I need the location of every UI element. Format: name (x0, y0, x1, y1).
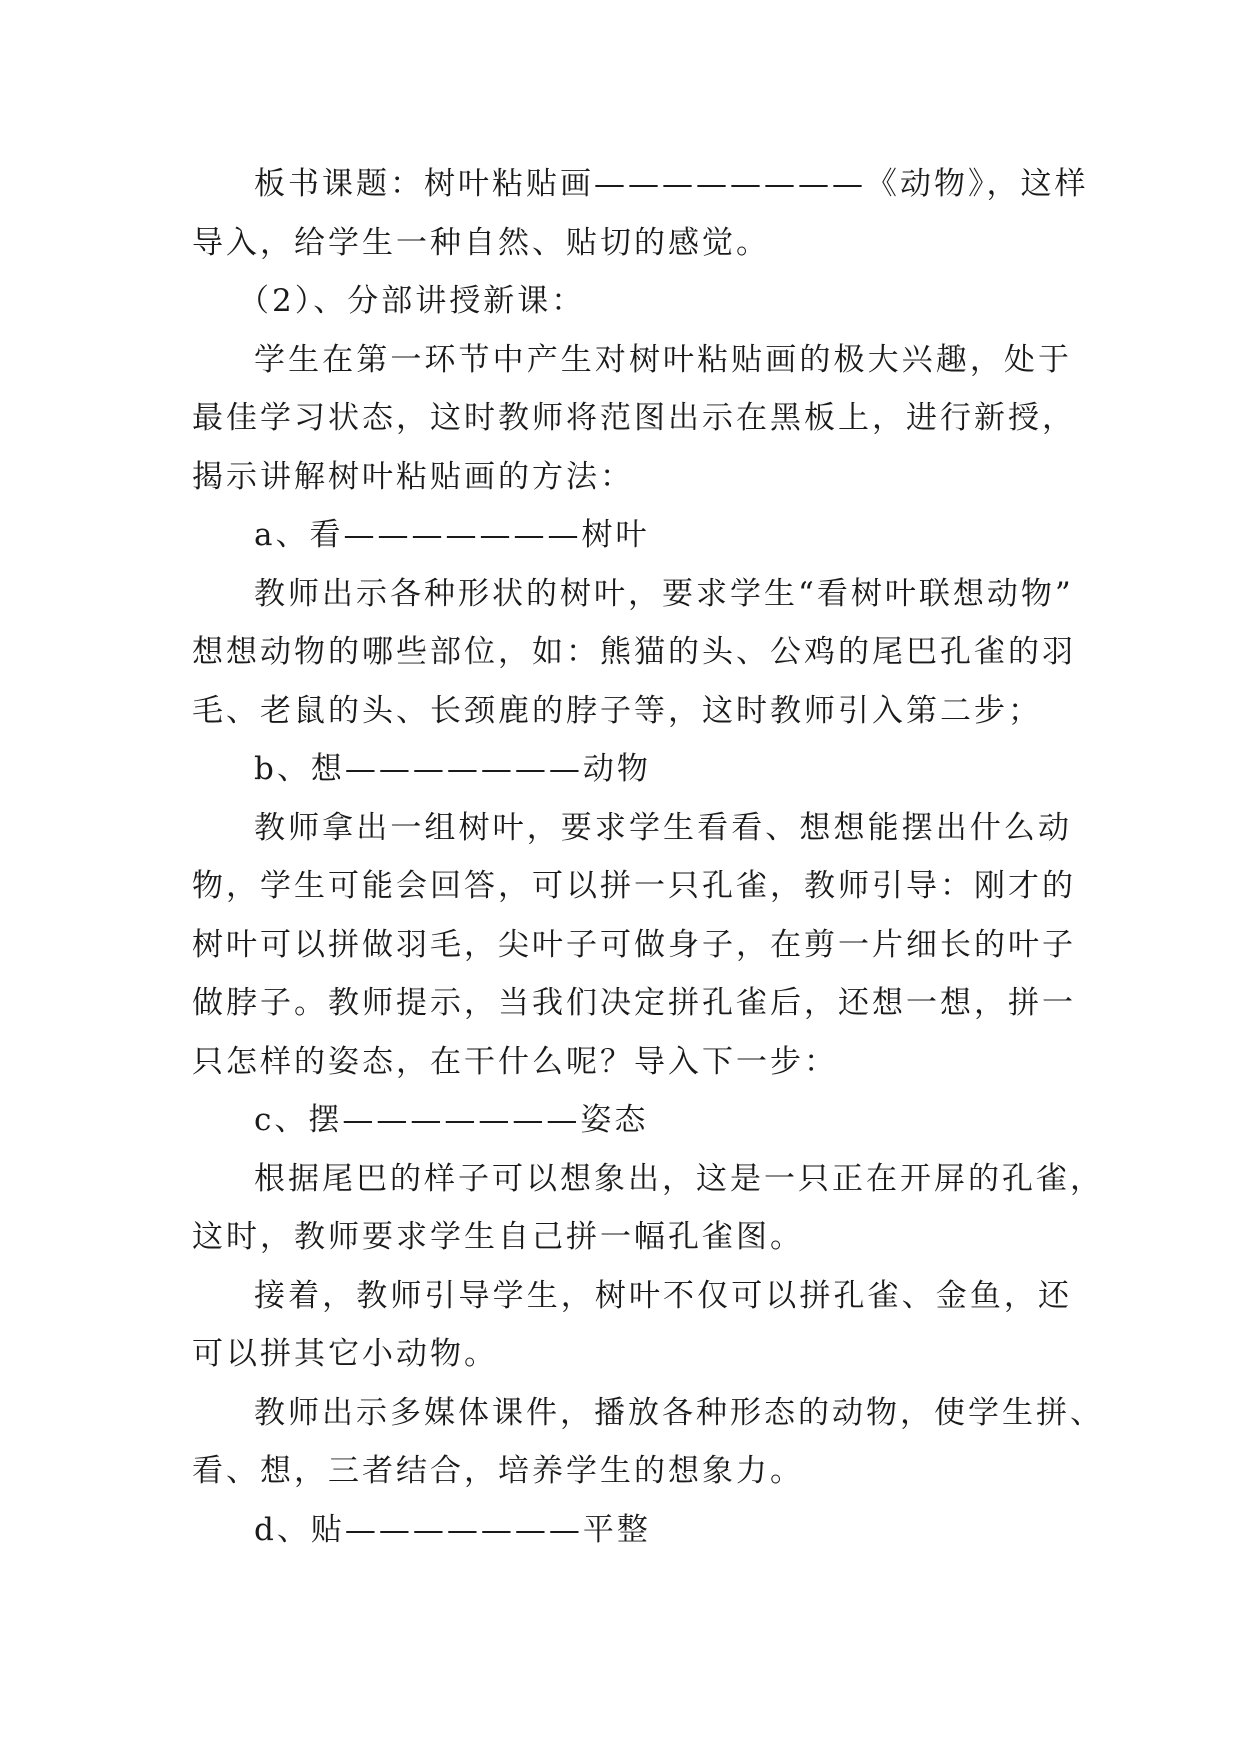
text-line: 树叶可以拼做羽毛，尖叶子可做身子，在剪一片细长的叶子 (192, 926, 1076, 963)
text-line: 学生在第一环节中产生对树叶粘贴画的极大兴趣，处于 (254, 341, 1072, 378)
text-line: 做脖子。教师提示，当我们决定拼孔雀后，还想一想，拼一 (192, 985, 1076, 1021)
text-line: b、想———————动物 (254, 751, 651, 787)
text-line: 导入，给学生一种自然、贴切的感觉。 (192, 224, 770, 261)
text-line: 最佳学习状态，这时教师将范图出示在黑板上，进行新授， (192, 400, 1076, 436)
text-line: 物，学生可能会回答，可以拼一只孔雀，教师引导：刚才的 (192, 868, 1076, 904)
text-line: 接着，教师引导学生，树叶不仅可以拼孔雀、金鱼，还 (254, 1277, 1072, 1314)
text-line: 揭示讲解树叶粘贴画的方法： (192, 458, 634, 495)
text-line: 根据尾巴的样子可以想象出，这是一只正在开屏的孔雀， (254, 1160, 1104, 1197)
text-line: 教师出示各种形状的树叶，要求学生“看树叶联想动物” (254, 575, 1074, 612)
text-line: 这时，教师要求学生自己拼一幅孔雀图。 (192, 1219, 804, 1255)
text-line: 板书课题：树叶粘贴画————————《动物》，这样 (254, 166, 1089, 202)
text-line: c、摆———————姿态 (254, 1102, 649, 1138)
document-body (192, 155, 1104, 1559)
text-line: 教师出示多媒体课件，播放各种形态的动物，使学生拼、 (254, 1394, 1104, 1431)
text-line: 想想动物的哪些部位，如：熊猫的头、公鸡的尾巴孔雀的羽 (192, 634, 1076, 670)
text-line: 看、想，三者结合，培养学生的想象力。 (192, 1453, 804, 1489)
text-line: a、看———————树叶 (254, 517, 650, 553)
text-line: 教师拿出一组树叶，要求学生看看、想想能摆出什么动 (254, 809, 1072, 846)
text-line: （2）、分部讲授新课： (238, 283, 586, 319)
text-line: 只怎样的姿态，在干什么呢？导入下一步： (192, 1043, 838, 1080)
text-line: d、贴———————平整 (254, 1511, 651, 1548)
text-line: 毛、老鼠的头、长颈鹿的脖子等，这时教师引入第二步； (192, 692, 1042, 729)
text-line: 可以拼其它小动物。 (192, 1336, 498, 1372)
